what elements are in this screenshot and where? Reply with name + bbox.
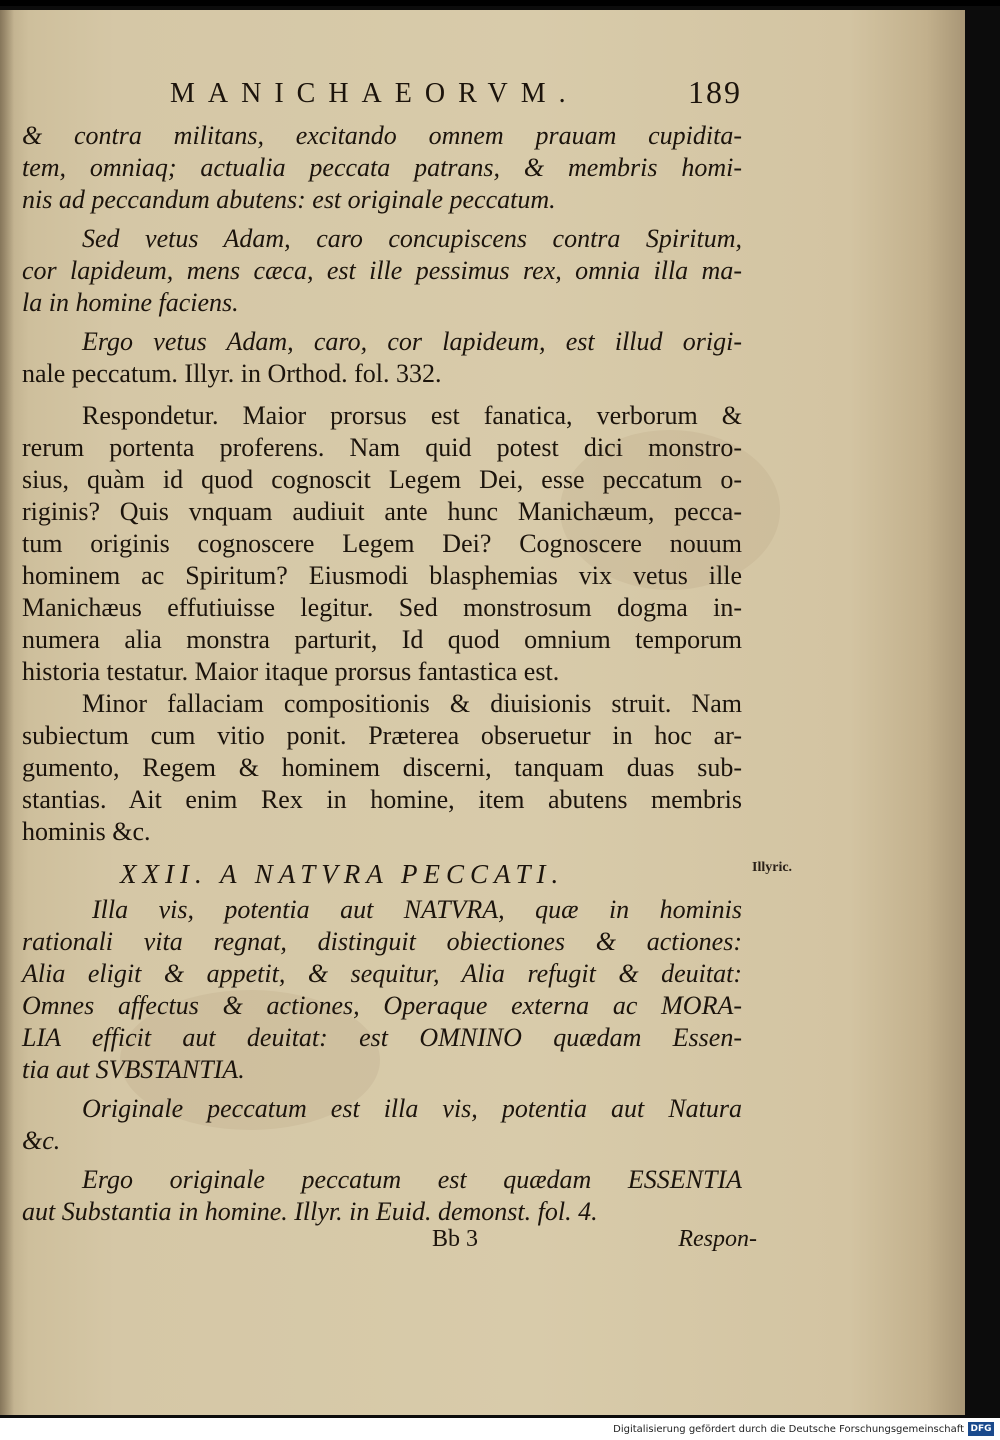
text-line: sius, quàm id quod cognoscit Legem Dei, esse peccatum o-: [22, 465, 742, 494]
marginal-note: Illyric.: [752, 860, 793, 875]
text-line: hominem ac Spiritum? Eiusmodi blasphemias vix vetus ille: [22, 561, 742, 590]
text-line: LIA efficit aut deuitat: est OMNINO quædam Essen-: [22, 1023, 742, 1052]
digitization-credit: Digitalisierung gefördert durch die Deutsche Forschungsgemeinschaft: [613, 1424, 964, 1435]
text-line: rationali vita regnat, distinguit obiectiones & actiones:: [22, 927, 742, 956]
page-footer: [22, 1226, 757, 1260]
text-line: tia aut SVBSTANTIA.: [22, 1055, 245, 1084]
text-line: tum originis cognoscere Legem Dei? Cognoscere nouum: [22, 529, 742, 558]
text-line: numera alia monstra parturit, Id quod omnium temporum: [22, 625, 742, 654]
text-line: la in homine faciens.: [22, 288, 239, 317]
text-line: Originale peccatum est illa vis, potentia aut Natura: [82, 1094, 742, 1123]
text-line: hominis &c.: [22, 817, 151, 846]
scan-top-border: [0, 0, 1000, 6]
text-line: nis ad peccandum abutens: est originale peccatum.: [22, 185, 556, 214]
text-line: gumento, Regem & hominem discerni, tanquam duas sub-: [22, 753, 742, 782]
text-line: Illa vis, potentia aut NATVRA, quæ in hominis: [92, 895, 742, 924]
page-text-block: [22, 72, 742, 1228]
text-line: Omnes affectus & actiones, Operaque externa ac MORA-: [22, 991, 742, 1020]
dfg-logo: DFG: [968, 1422, 994, 1436]
text-line: cor lapideum, mens cæca, est ille pessimus rex, omnia illa ma-: [22, 256, 742, 285]
text-line: stantias. Ait enim Rex in homine, item abutens membris: [22, 785, 742, 814]
text-line: Sed vetus Adam, caro concupiscens contra Spiritum,: [82, 224, 742, 253]
page-header: [22, 72, 742, 120]
text-line: &c.: [22, 1126, 61, 1155]
text-line: Ergo vetus Adam, caro, cor lapideum, est illud origi-: [82, 327, 742, 356]
page-gutter-shadow: [0, 10, 14, 1415]
text-line: nale peccatum. Illyr. in Orthod. fol. 332.: [22, 359, 442, 388]
text-line: Respondetur. Maior prorsus est fanatica, verborum &: [82, 401, 742, 430]
text-line: subiectum cum vitio ponit. Præterea obseruetur in hoc ar-: [22, 721, 742, 750]
signature-mark: Bb 3: [432, 1226, 479, 1252]
text-line: historia testatur. Maior itaque prorsus fantastica est.: [22, 657, 560, 686]
text-line: & contra militans, excitando omnem prauam cupidita-: [22, 121, 742, 150]
text-line: Ergo originale peccatum est quædam ESSENTIA: [82, 1165, 742, 1194]
text-line: aut Substantia in homine. Illyr. in Euid. demonst. fol. 4.: [22, 1197, 598, 1226]
catchword: Respon-: [678, 1226, 757, 1252]
section-heading: XXII. A NATVRA PECCATI.: [120, 859, 565, 889]
text-line: riginis? Quis vnquam audiuit ante hunc Manichæum, pecca-: [22, 497, 742, 526]
text-line: tem, omniaq; actualia peccata patrans, & membris homi-: [22, 153, 742, 182]
text-line: Alia eligit & appetit, & sequitur, Alia refugit & deuitat:: [22, 959, 742, 988]
page-number: 189: [688, 74, 742, 110]
text-line: rerum portenta proferens. Nam quid potest dici monstro-: [22, 433, 742, 462]
text-line: Minor fallaciam compositionis & diuisionis struit. Nam: [82, 689, 742, 718]
running-title: MANICHAEORVM.: [170, 78, 579, 109]
text-line: Manichæus effutiuisse legitur. Sed monstrosum dogma in-: [22, 593, 742, 622]
